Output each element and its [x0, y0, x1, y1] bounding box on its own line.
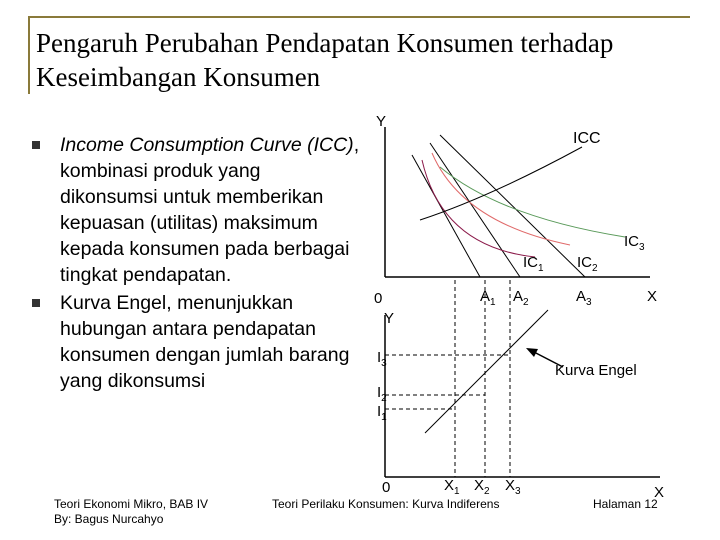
icc-label: ICC [573, 130, 601, 147]
ic2-label: $IC_2$ [577, 254, 598, 274]
i3-label: $I_3$ [377, 349, 387, 369]
x1-label: $X_1$ [444, 477, 460, 497]
top-x-axis-label: X [647, 288, 658, 305]
bullet-italic-term: Income Consumption Curve (ICC) [60, 134, 354, 156]
a3-label: $A_3$ [576, 288, 592, 308]
ic1-label: $IC_1$ [523, 254, 544, 274]
bottom-origin-label: 0 [382, 479, 391, 496]
engel-curve [425, 310, 548, 433]
bullet-item-icc [30, 132, 360, 288]
bullet-square-icon [32, 299, 40, 307]
bullet-text: , kombinasi produk yang dikonsumsi untuk memberikan kepuasan (utilitas) maksimum kepada konsumen pada berbagai tingkat pendapatan. [60, 134, 360, 286]
bullet-item-engel [30, 290, 360, 394]
bullet-list [30, 132, 360, 396]
a2-label: $A_2$ [513, 288, 529, 308]
x2-label: $X_2$ [474, 477, 490, 497]
title-line-2: Keseimbangan Konsumen [36, 62, 321, 92]
footer-author: By: Bagus Nurcahyo [54, 512, 164, 526]
budget-line-1 [412, 155, 480, 277]
indifference-curve-2 [432, 153, 570, 245]
x3-label: $X_3$ [505, 477, 521, 497]
economics-diagram [360, 105, 700, 501]
i2-label: $I_2$ [377, 384, 387, 404]
engel-curve-label: Kurva Engel [555, 362, 637, 379]
footer-course-info [54, 497, 208, 527]
footer-topic: Teori Perilaku Konsumen: Kurva Indiferens [272, 497, 500, 511]
slide-title [36, 26, 696, 94]
footer-page-number: Halaman 12 [593, 497, 658, 511]
footer-course-title: Teori Ekonomi Mikro, BAB IV [54, 497, 209, 511]
top-origin-label: 0 [374, 290, 383, 307]
top-y-axis-label: Y [376, 113, 387, 130]
bottom-y-axis-label: Y [384, 310, 395, 327]
bullet-text: Kurva Engel, menunjukkan hubungan antara pendapatan konsumen dengan jumlah barang yang dikonsumsi [60, 292, 350, 392]
engel-arrowhead-icon [526, 348, 538, 357]
bullet-square-icon [32, 141, 40, 149]
frame-top-border [28, 16, 690, 18]
bottom-x-axis-label: X [654, 484, 665, 501]
a1-label: $A_1$ [480, 288, 496, 308]
budget-line-3 [440, 135, 585, 277]
frame-left-border [28, 16, 30, 94]
i1-label: $I_1$ [377, 403, 387, 423]
icc-curve [420, 147, 582, 220]
ic3-label: $IC_3$ [624, 233, 645, 253]
title-line-1: Pengaruh Perubahan Pendapatan Konsumen terhadap [36, 28, 614, 58]
